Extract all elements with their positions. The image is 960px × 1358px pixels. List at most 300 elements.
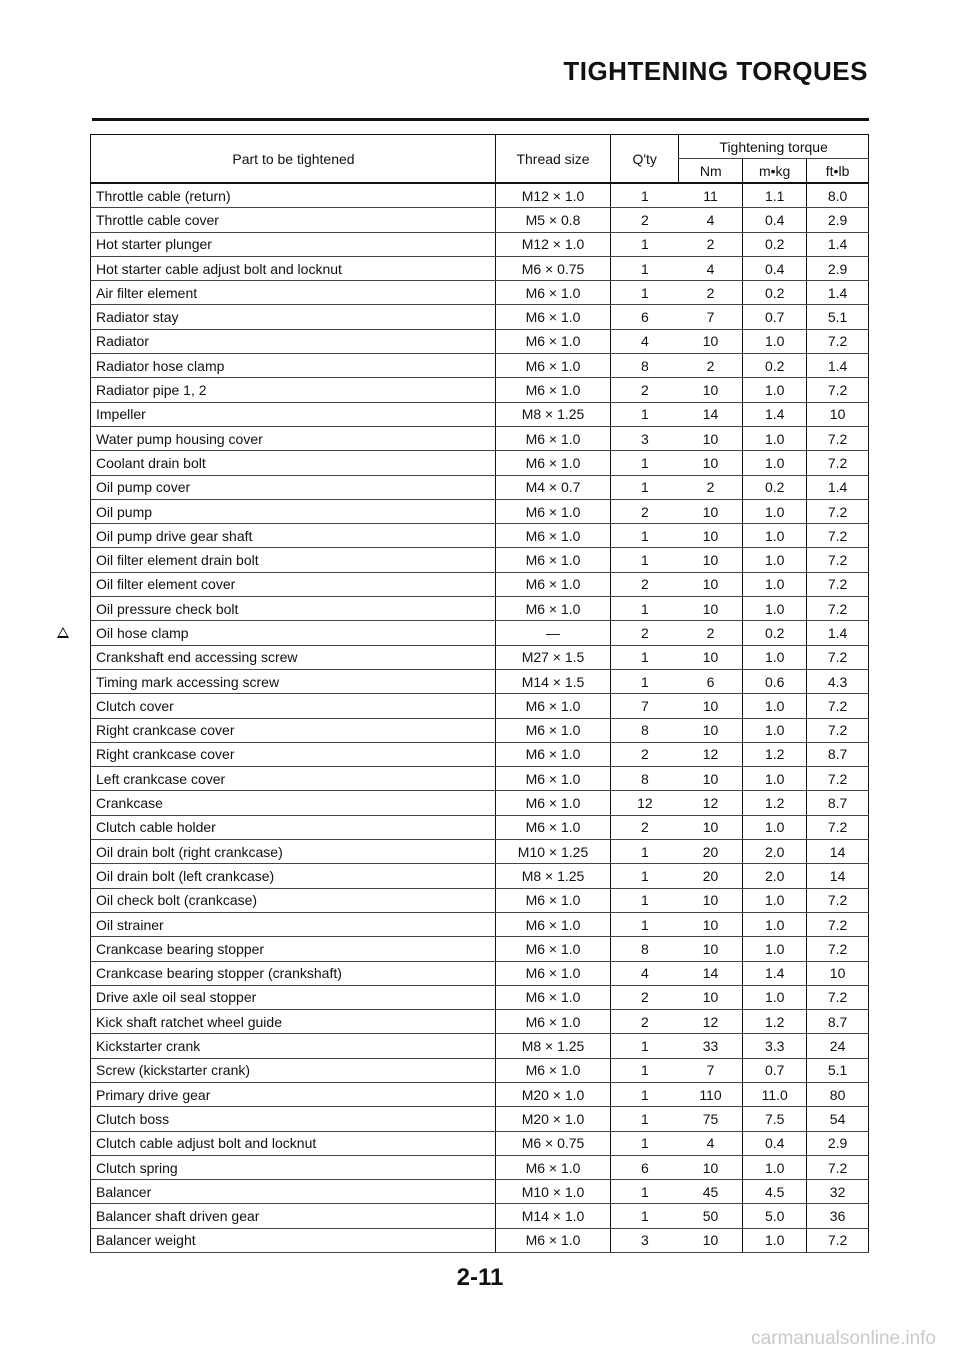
- cell-part: Throttle cable cover: [91, 208, 496, 232]
- cell-part: Oil hose clamp: [91, 621, 496, 645]
- cell-ftlb: 7.2: [807, 767, 869, 791]
- cell-part: Clutch cover: [91, 694, 496, 718]
- torque-table: [90, 134, 869, 1253]
- cell-mkg: 1.0: [743, 597, 807, 621]
- cell-ftlb: 5.1: [807, 1058, 869, 1082]
- cell-ftlb: 7.2: [807, 597, 869, 621]
- cell-qty: 1: [611, 451, 679, 475]
- cell-thread-size: M8 × 1.25: [495, 864, 610, 888]
- cell-part: Oil drain bolt (right crankcase): [91, 840, 496, 864]
- cell-nm: 10: [679, 378, 743, 402]
- cell-part: Radiator: [91, 329, 496, 353]
- cell-nm: 10: [679, 888, 743, 912]
- cell-qty: 2: [611, 742, 679, 766]
- cell-qty: 8: [611, 354, 679, 378]
- table-row: [91, 475, 869, 499]
- cell-nm: 10: [679, 1228, 743, 1252]
- cell-thread-size: M6 × 1.0: [495, 378, 610, 402]
- cell-mkg: 3.3: [743, 1034, 807, 1058]
- cell-nm: 110: [679, 1082, 743, 1106]
- cell-mkg: 5.0: [743, 1204, 807, 1228]
- table-row: [91, 1082, 869, 1106]
- table-row: [91, 329, 869, 353]
- cell-thread-size: M6 × 1.0: [495, 937, 610, 961]
- cell-part: Screw (kickstarter crank): [91, 1058, 496, 1082]
- cell-part: Clutch cable holder: [91, 815, 496, 839]
- cell-ftlb: 10: [807, 961, 869, 985]
- cell-nm: 14: [679, 961, 743, 985]
- cell-qty: 1: [611, 524, 679, 548]
- cell-qty: 1: [611, 1180, 679, 1204]
- cell-thread-size: —: [495, 621, 610, 645]
- cell-qty: 8: [611, 767, 679, 791]
- cell-part: Clutch cable adjust bolt and locknut: [91, 1131, 496, 1155]
- table-row: [91, 791, 869, 815]
- table-row: [91, 499, 869, 523]
- cell-ftlb: 1.4: [807, 281, 869, 305]
- cell-qty: 1: [611, 888, 679, 912]
- cell-mkg: 1.0: [743, 888, 807, 912]
- cell-mkg: 1.0: [743, 718, 807, 742]
- cell-thread-size: M8 × 1.25: [495, 1034, 610, 1058]
- cell-part: Oil check bolt (crankcase): [91, 888, 496, 912]
- table-row: [91, 1107, 869, 1131]
- cell-mkg: 0.7: [743, 305, 807, 329]
- cell-mkg: 0.4: [743, 208, 807, 232]
- header-mkg: m•kg: [743, 159, 807, 184]
- cell-mkg: 2.0: [743, 864, 807, 888]
- cell-thread-size: M12 × 1.0: [495, 232, 610, 256]
- cell-nm: 10: [679, 548, 743, 572]
- cell-qty: 1: [611, 1204, 679, 1228]
- cell-ftlb: 24: [807, 1034, 869, 1058]
- cell-mkg: 1.4: [743, 402, 807, 426]
- cell-mkg: 0.2: [743, 232, 807, 256]
- cell-part: Primary drive gear: [91, 1082, 496, 1106]
- cell-mkg: 1.0: [743, 645, 807, 669]
- cell-qty: 1: [611, 912, 679, 936]
- cell-nm: 10: [679, 937, 743, 961]
- cell-part: Oil filter element drain bolt: [91, 548, 496, 572]
- cell-ftlb: 7.2: [807, 524, 869, 548]
- cell-mkg: 1.0: [743, 767, 807, 791]
- cell-mkg: 0.2: [743, 354, 807, 378]
- cell-part: Oil filter element cover: [91, 572, 496, 596]
- cell-thread-size: M6 × 1.0: [495, 1010, 610, 1034]
- cell-mkg: 0.2: [743, 621, 807, 645]
- cell-qty: 1: [611, 232, 679, 256]
- table-row: [91, 864, 869, 888]
- table-row: [91, 985, 869, 1009]
- table-row: [91, 718, 869, 742]
- cell-qty: 4: [611, 961, 679, 985]
- table-row: [91, 524, 869, 548]
- cell-ftlb: 7.2: [807, 572, 869, 596]
- cell-qty: 4: [611, 329, 679, 353]
- cell-ftlb: 1.4: [807, 621, 869, 645]
- cell-thread-size: M6 × 1.0: [495, 1155, 610, 1179]
- cell-thread-size: M6 × 1.0: [495, 767, 610, 791]
- cell-thread-size: M6 × 1.0: [495, 499, 610, 523]
- title-divider: [92, 118, 869, 121]
- cell-ftlb: 7.2: [807, 694, 869, 718]
- cell-part: Water pump housing cover: [91, 426, 496, 450]
- cell-nm: 12: [679, 791, 743, 815]
- cell-part: Oil drain bolt (left crankcase): [91, 864, 496, 888]
- cell-mkg: 7.5: [743, 1107, 807, 1131]
- cell-ftlb: 10: [807, 402, 869, 426]
- torque-table-body: [91, 183, 869, 1253]
- cell-nm: 12: [679, 1010, 743, 1034]
- cell-qty: 1: [611, 1034, 679, 1058]
- cell-ftlb: 7.2: [807, 815, 869, 839]
- cell-thread-size: M6 × 1.0: [495, 426, 610, 450]
- cell-nm: 20: [679, 840, 743, 864]
- cell-ftlb: 7.2: [807, 329, 869, 353]
- watermark: carmanualsonline.info: [751, 1328, 936, 1349]
- header-tightening-torque: Tightening torque: [679, 135, 869, 159]
- cell-ftlb: 7.2: [807, 378, 869, 402]
- table-row: [91, 912, 869, 936]
- cell-thread-size: M6 × 1.0: [495, 548, 610, 572]
- cell-nm: 4: [679, 256, 743, 280]
- header-thread-size: Thread size: [495, 135, 610, 184]
- warning-triangle-icon: [57, 627, 69, 638]
- cell-thread-size: M6 × 1.0: [495, 888, 610, 912]
- table-row: [91, 888, 869, 912]
- cell-mkg: 0.2: [743, 281, 807, 305]
- cell-qty: 8: [611, 718, 679, 742]
- cell-qty: 6: [611, 1155, 679, 1179]
- cell-qty: 8: [611, 937, 679, 961]
- cell-qty: 1: [611, 256, 679, 280]
- cell-nm: 7: [679, 1058, 743, 1082]
- cell-ftlb: 7.2: [807, 1228, 869, 1252]
- table-row: [91, 815, 869, 839]
- table-row: [91, 426, 869, 450]
- cell-ftlb: 1.4: [807, 354, 869, 378]
- cell-ftlb: 7.2: [807, 888, 869, 912]
- cell-nm: 10: [679, 815, 743, 839]
- cell-thread-size: M12 × 1.0: [495, 183, 610, 208]
- cell-thread-size: M6 × 1.0: [495, 305, 610, 329]
- cell-part: Coolant drain bolt: [91, 451, 496, 475]
- cell-thread-size: M6 × 1.0: [495, 597, 610, 621]
- cell-mkg: 1.2: [743, 742, 807, 766]
- cell-mkg: 1.0: [743, 1155, 807, 1179]
- table-row: [91, 767, 869, 791]
- cell-part: Crankcase bearing stopper: [91, 937, 496, 961]
- cell-qty: 2: [611, 208, 679, 232]
- table-row: [91, 645, 869, 669]
- cell-nm: 11: [679, 183, 743, 208]
- cell-part: Oil pump drive gear shaft: [91, 524, 496, 548]
- cell-mkg: 1.0: [743, 451, 807, 475]
- cell-nm: 6: [679, 669, 743, 693]
- cell-nm: 7: [679, 305, 743, 329]
- cell-qty: 2: [611, 378, 679, 402]
- cell-qty: 1: [611, 1058, 679, 1082]
- cell-thread-size: M6 × 1.0: [495, 1058, 610, 1082]
- cell-thread-size: M10 × 1.0: [495, 1180, 610, 1204]
- cell-ftlb: 14: [807, 840, 869, 864]
- table-row: [91, 183, 869, 208]
- cell-ftlb: 80: [807, 1082, 869, 1106]
- cell-ftlb: 7.2: [807, 1155, 869, 1179]
- cell-mkg: 0.4: [743, 256, 807, 280]
- cell-qty: 2: [611, 1010, 679, 1034]
- cell-ftlb: 4.3: [807, 669, 869, 693]
- cell-part: Hot starter cable adjust bolt and locknut: [91, 256, 496, 280]
- cell-ftlb: 8.0: [807, 183, 869, 208]
- cell-part: Radiator hose clamp: [91, 354, 496, 378]
- cell-part: Right crankcase cover: [91, 718, 496, 742]
- cell-ftlb: 8.7: [807, 1010, 869, 1034]
- table-row: [91, 1131, 869, 1155]
- table-row: [91, 1010, 869, 1034]
- cell-thread-size: M6 × 1.0: [495, 451, 610, 475]
- cell-mkg: 1.0: [743, 499, 807, 523]
- cell-qty: 2: [611, 985, 679, 1009]
- table-row: [91, 548, 869, 572]
- cell-part: Clutch boss: [91, 1107, 496, 1131]
- cell-nm: 75: [679, 1107, 743, 1131]
- cell-part: Left crankcase cover: [91, 767, 496, 791]
- cell-qty: 1: [611, 645, 679, 669]
- cell-qty: 1: [611, 669, 679, 693]
- cell-nm: 10: [679, 426, 743, 450]
- cell-nm: 10: [679, 499, 743, 523]
- cell-nm: 45: [679, 1180, 743, 1204]
- cell-mkg: 11.0: [743, 1082, 807, 1106]
- header-ftlb: ft•lb: [807, 159, 869, 184]
- cell-thread-size: M20 × 1.0: [495, 1107, 610, 1131]
- cell-thread-size: M20 × 1.0: [495, 1082, 610, 1106]
- cell-nm: 10: [679, 1155, 743, 1179]
- table-row: [91, 256, 869, 280]
- cell-nm: 2: [679, 232, 743, 256]
- cell-thread-size: M6 × 1.0: [495, 1228, 610, 1252]
- cell-mkg: 1.0: [743, 524, 807, 548]
- table-row: [91, 1228, 869, 1252]
- cell-mkg: 1.0: [743, 378, 807, 402]
- table-row: [91, 1204, 869, 1228]
- cell-ftlb: 8.7: [807, 742, 869, 766]
- table-row: [91, 694, 869, 718]
- cell-qty: 6: [611, 305, 679, 329]
- cell-nm: 10: [679, 597, 743, 621]
- cell-nm: 20: [679, 864, 743, 888]
- cell-mkg: 1.0: [743, 426, 807, 450]
- cell-ftlb: 7.2: [807, 499, 869, 523]
- cell-nm: 4: [679, 1131, 743, 1155]
- cell-mkg: 1.0: [743, 937, 807, 961]
- table-row: [91, 961, 869, 985]
- cell-mkg: 0.4: [743, 1131, 807, 1155]
- cell-qty: 2: [611, 621, 679, 645]
- cell-ftlb: 36: [807, 1204, 869, 1228]
- cell-part: Right crankcase cover: [91, 742, 496, 766]
- header-part: Part to be tightened: [91, 135, 496, 184]
- cell-qty: 2: [611, 499, 679, 523]
- cell-ftlb: 54: [807, 1107, 869, 1131]
- cell-part: Oil pump cover: [91, 475, 496, 499]
- cell-part: Oil strainer: [91, 912, 496, 936]
- cell-part: Drive axle oil seal stopper: [91, 985, 496, 1009]
- cell-qty: 1: [611, 840, 679, 864]
- table-row: [91, 354, 869, 378]
- cell-nm: 4: [679, 208, 743, 232]
- cell-qty: 2: [611, 572, 679, 596]
- cell-thread-size: M6 × 1.0: [495, 912, 610, 936]
- table-row: [91, 305, 869, 329]
- cell-ftlb: 2.9: [807, 256, 869, 280]
- cell-qty: 1: [611, 281, 679, 305]
- cell-mkg: 2.0: [743, 840, 807, 864]
- cell-mkg: 1.4: [743, 961, 807, 985]
- cell-mkg: 0.7: [743, 1058, 807, 1082]
- cell-thread-size: M6 × 1.0: [495, 354, 610, 378]
- cell-qty: 3: [611, 1228, 679, 1252]
- table-row: [91, 572, 869, 596]
- cell-ftlb: 7.2: [807, 426, 869, 450]
- table-row: [91, 937, 869, 961]
- cell-mkg: 0.6: [743, 669, 807, 693]
- cell-thread-size: M14 × 1.5: [495, 669, 610, 693]
- cell-ftlb: 32: [807, 1180, 869, 1204]
- cell-qty: 3: [611, 426, 679, 450]
- cell-part: Oil pump: [91, 499, 496, 523]
- cell-ftlb: 7.2: [807, 451, 869, 475]
- cell-part: Crankcase bearing stopper (crankshaft): [91, 961, 496, 985]
- header-nm: Nm: [679, 159, 743, 184]
- cell-mkg: 1.0: [743, 572, 807, 596]
- table-row: [91, 1180, 869, 1204]
- cell-nm: 10: [679, 451, 743, 475]
- cell-nm: 10: [679, 694, 743, 718]
- cell-thread-size: M6 × 1.0: [495, 694, 610, 718]
- table-row: [91, 669, 869, 693]
- cell-nm: 2: [679, 475, 743, 499]
- cell-part: Impeller: [91, 402, 496, 426]
- cell-nm: 10: [679, 329, 743, 353]
- cell-qty: 1: [611, 1082, 679, 1106]
- cell-thread-size: M6 × 1.0: [495, 815, 610, 839]
- cell-part: Balancer shaft driven gear: [91, 1204, 496, 1228]
- cell-nm: 12: [679, 742, 743, 766]
- cell-part: Kick shaft ratchet wheel guide: [91, 1010, 496, 1034]
- cell-part: Throttle cable (return): [91, 183, 496, 208]
- table-row: [91, 1058, 869, 1082]
- cell-mkg: 1.0: [743, 985, 807, 1009]
- cell-thread-size: M6 × 1.0: [495, 524, 610, 548]
- cell-part: Air filter element: [91, 281, 496, 305]
- cell-ftlb: 8.7: [807, 791, 869, 815]
- cell-nm: 10: [679, 718, 743, 742]
- cell-thread-size: M6 × 0.75: [495, 1131, 610, 1155]
- cell-part: Balancer: [91, 1180, 496, 1204]
- cell-nm: 10: [679, 912, 743, 936]
- table-row: [91, 208, 869, 232]
- cell-ftlb: 1.4: [807, 475, 869, 499]
- cell-thread-size: M5 × 0.8: [495, 208, 610, 232]
- cell-mkg: 1.0: [743, 329, 807, 353]
- cell-part: Balancer weight: [91, 1228, 496, 1252]
- cell-ftlb: 7.2: [807, 937, 869, 961]
- cell-ftlb: 14: [807, 864, 869, 888]
- cell-part: Crankcase: [91, 791, 496, 815]
- cell-thread-size: M10 × 1.25: [495, 840, 610, 864]
- cell-nm: 10: [679, 767, 743, 791]
- cell-part: Radiator pipe 1, 2: [91, 378, 496, 402]
- cell-part: Kickstarter crank: [91, 1034, 496, 1058]
- cell-thread-size: M6 × 1.0: [495, 985, 610, 1009]
- cell-part: Oil pressure check bolt: [91, 597, 496, 621]
- cell-mkg: 4.5: [743, 1180, 807, 1204]
- cell-thread-size: M27 × 1.5: [495, 645, 610, 669]
- cell-nm: 10: [679, 572, 743, 596]
- cell-ftlb: 7.2: [807, 912, 869, 936]
- cell-ftlb: 2.9: [807, 208, 869, 232]
- table-row: [91, 742, 869, 766]
- table-row: [91, 621, 869, 645]
- table-row: [91, 1034, 869, 1058]
- header-qty: Q'ty: [611, 135, 679, 184]
- cell-thread-size: M6 × 0.75: [495, 256, 610, 280]
- cell-ftlb: 7.2: [807, 548, 869, 572]
- cell-part: Radiator stay: [91, 305, 496, 329]
- cell-mkg: 1.0: [743, 694, 807, 718]
- cell-mkg: 0.2: [743, 475, 807, 499]
- cell-ftlb: 2.9: [807, 1131, 869, 1155]
- page-title: TIGHTENING TORQUES: [563, 56, 868, 86]
- cell-nm: 2: [679, 281, 743, 305]
- table-row: [91, 402, 869, 426]
- cell-mkg: 1.2: [743, 1010, 807, 1034]
- cell-qty: 1: [611, 597, 679, 621]
- cell-nm: 10: [679, 645, 743, 669]
- cell-qty: 2: [611, 815, 679, 839]
- cell-qty: 1: [611, 1131, 679, 1155]
- cell-part: Crankshaft end accessing screw: [91, 645, 496, 669]
- table-row: [91, 1155, 869, 1179]
- cell-thread-size: M8 × 1.25: [495, 402, 610, 426]
- table-row: [91, 281, 869, 305]
- cell-nm: 2: [679, 621, 743, 645]
- table-row: [91, 232, 869, 256]
- cell-mkg: 1.0: [743, 548, 807, 572]
- cell-nm: 14: [679, 402, 743, 426]
- cell-nm: 10: [679, 524, 743, 548]
- cell-mkg: 1.1: [743, 183, 807, 208]
- cell-ftlb: 5.1: [807, 305, 869, 329]
- cell-mkg: 1.0: [743, 815, 807, 839]
- cell-qty: 1: [611, 548, 679, 572]
- cell-qty: 1: [611, 1107, 679, 1131]
- cell-thread-size: M14 × 1.0: [495, 1204, 610, 1228]
- cell-qty: 1: [611, 183, 679, 208]
- cell-qty: 7: [611, 694, 679, 718]
- cell-thread-size: M6 × 1.0: [495, 791, 610, 815]
- cell-mkg: 1.0: [743, 1228, 807, 1252]
- cell-ftlb: 7.2: [807, 718, 869, 742]
- cell-part: Hot starter plunger: [91, 232, 496, 256]
- table-row: [91, 378, 869, 402]
- cell-ftlb: 7.2: [807, 645, 869, 669]
- cell-thread-size: M6 × 1.0: [495, 329, 610, 353]
- cell-mkg: 1.2: [743, 791, 807, 815]
- cell-qty: 1: [611, 475, 679, 499]
